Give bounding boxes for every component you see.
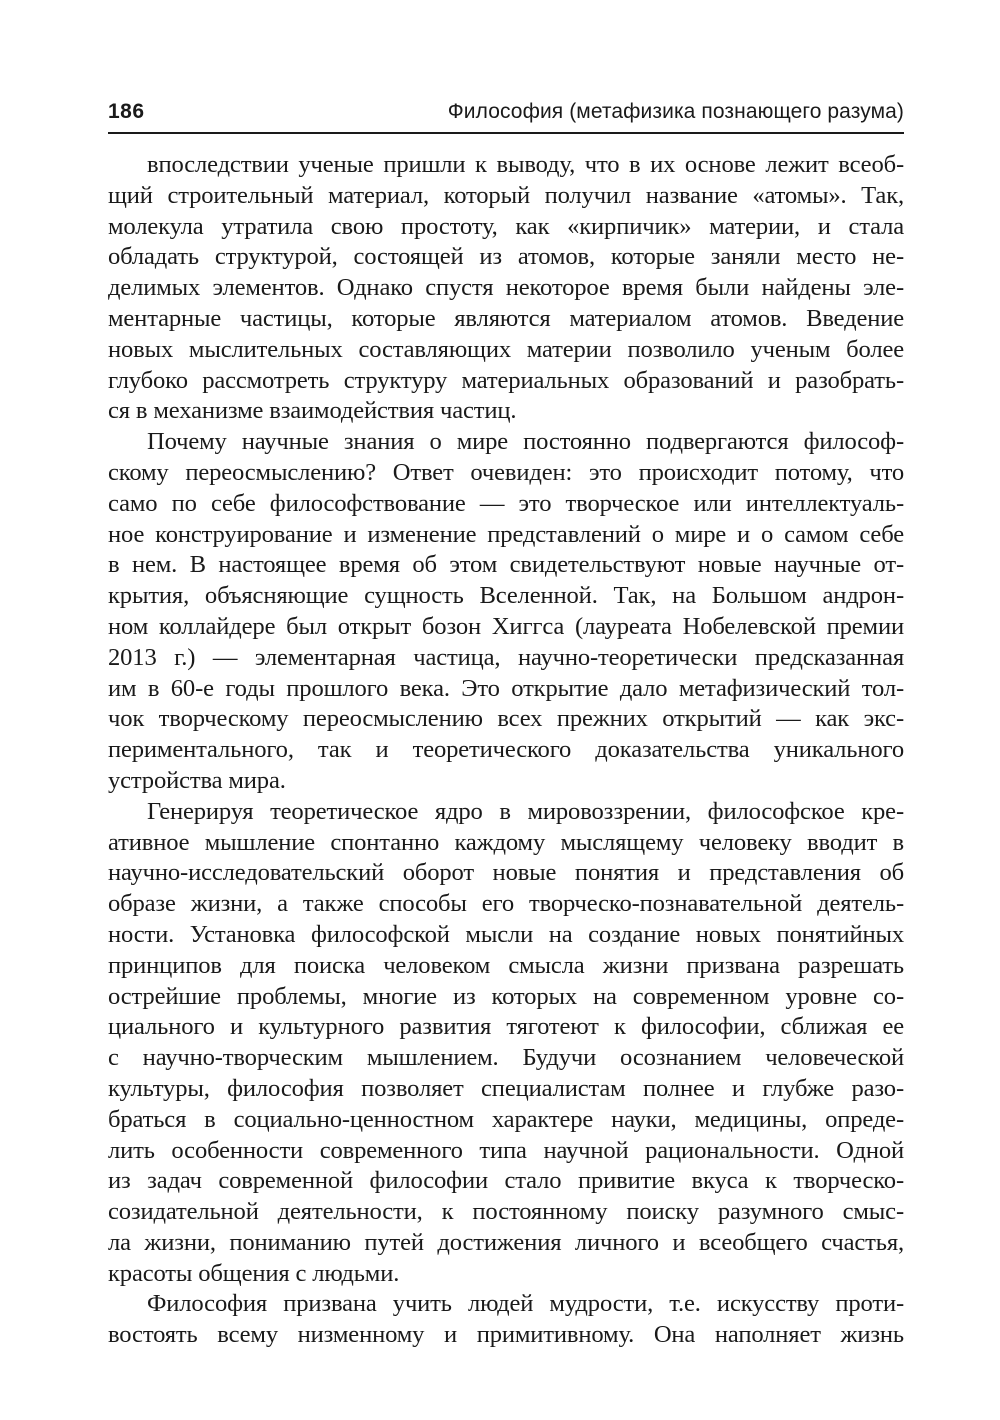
text-line: Философия призвана учить людей мудрости, т.е. искусству проти- [147,1290,904,1318]
running-title: Философия (метафизика познающего разума) [447,100,904,123]
text-line: из задач современной философии стало привитие вкуса к творческо- [108,1167,904,1195]
text-line: делимых элементов. Однако спустя некоторое время были найдены эле- [108,274,904,302]
text-line: ся в механизме взаимодействия частиц. [108,397,517,425]
text-line: ном коллайдере был открыт бозон Хиггса (лауреата Нобелевской премии [108,612,904,640]
page-header [108,98,904,134]
text-line: крытия, объясняющие сущность Вселенной. Так, на Большом андрон- [108,582,904,610]
text-line: чок творческому переосмыслению всех прежних открытий — как экс- [108,705,904,733]
text-line: впоследствии ученые пришли к выводу, что в их основе лежит всеоб- [147,151,904,178]
paragraph [108,797,904,1290]
text-line: принципов для поиска человеком смысла жизни призвана разрешать [108,951,904,979]
body-text [108,150,904,1351]
paragraph [108,150,904,427]
text-line: устройства мира. [108,766,286,794]
text-line: с научно-творческим мышлением. Будучи осознанием человеческой [108,1044,904,1072]
page-number: 186 [108,100,145,123]
text-line: обладать структурой, состоящей из атомов, которые заняли место не- [108,243,904,271]
text-line: новых мыслительных составляющих материи позволило ученым более [108,335,904,363]
text-line: ативное мышление спонтанно каждому мыслящему человеку вводит в [108,828,904,856]
text-line: скому переосмыслению? Ответ очевиден: это происходит потому, что [108,458,904,486]
text-line: щий строительный материал, который получил название «атомы». Так, [108,181,904,209]
text-line: ментарные частицы, которые являются материалом атомов. Введение [108,304,904,332]
text-line: Почему научные знания о мире постоянно подвергаются философ- [147,428,904,456]
text-line: ности. Установка философской мысли на создание новых понятийных [108,920,904,948]
text-line: научно-исследовательский оборот новые понятия и представления об [108,859,904,887]
text-line: в нем. В настоящее время об этом свидетельствуют новые научные от- [108,551,904,579]
text-line: востоять всему низменному и примитивному. Она наполняет жизнь [108,1321,904,1349]
text-line: ное конструирование и изменение представлений о мире и о самом себе [108,520,904,548]
text-line: само по себе философствование — это творческое или интеллектуаль- [108,489,904,517]
text-line: лить особенности современного типа научной рациональности. Одной [108,1136,904,1164]
text-line: периментального, так и теоретического доказательства уникального [108,736,904,764]
text-line: браться в социально-ценностном характере науки, медицины, опреде- [108,1105,904,1133]
text-line: им в 60-е годы прошлого века. Это открытие дало метафизический тол- [108,674,904,702]
text-line: образе жизни, а также способы его творческо-познавательной деятель- [108,890,904,918]
paragraph [108,427,904,797]
text-line: циального и культурного развития тяготеют к философии, сближая ее [108,1013,904,1041]
text-line: культуры, философия позволяет специалистам полнее и глубже разо- [108,1074,904,1102]
text-line: созидательной деятельности, к постоянному поиску разумного смыс- [108,1198,904,1226]
text-line: глубоко рассмотреть структуру материальных образований и разобрать- [108,366,904,394]
paragraph [108,1289,904,1351]
text-line: красоты общения с людьми. [108,1259,400,1287]
text-line: 2013 г.) — элементарная частица, научно-теоретически предсказанная [108,643,904,671]
text-line: острейшие проблемы, многие из которых на современном уровне со- [108,982,904,1010]
text-line: Генерируя теоретическое ядро в мировоззрении, философское кре- [147,797,904,825]
text-line: молекула утратила свою простоту, как «кирпичик» материи, и стала [108,212,904,240]
text-line: ла жизни, пониманию путей достижения личного и всеобщего счастья, [108,1228,904,1256]
